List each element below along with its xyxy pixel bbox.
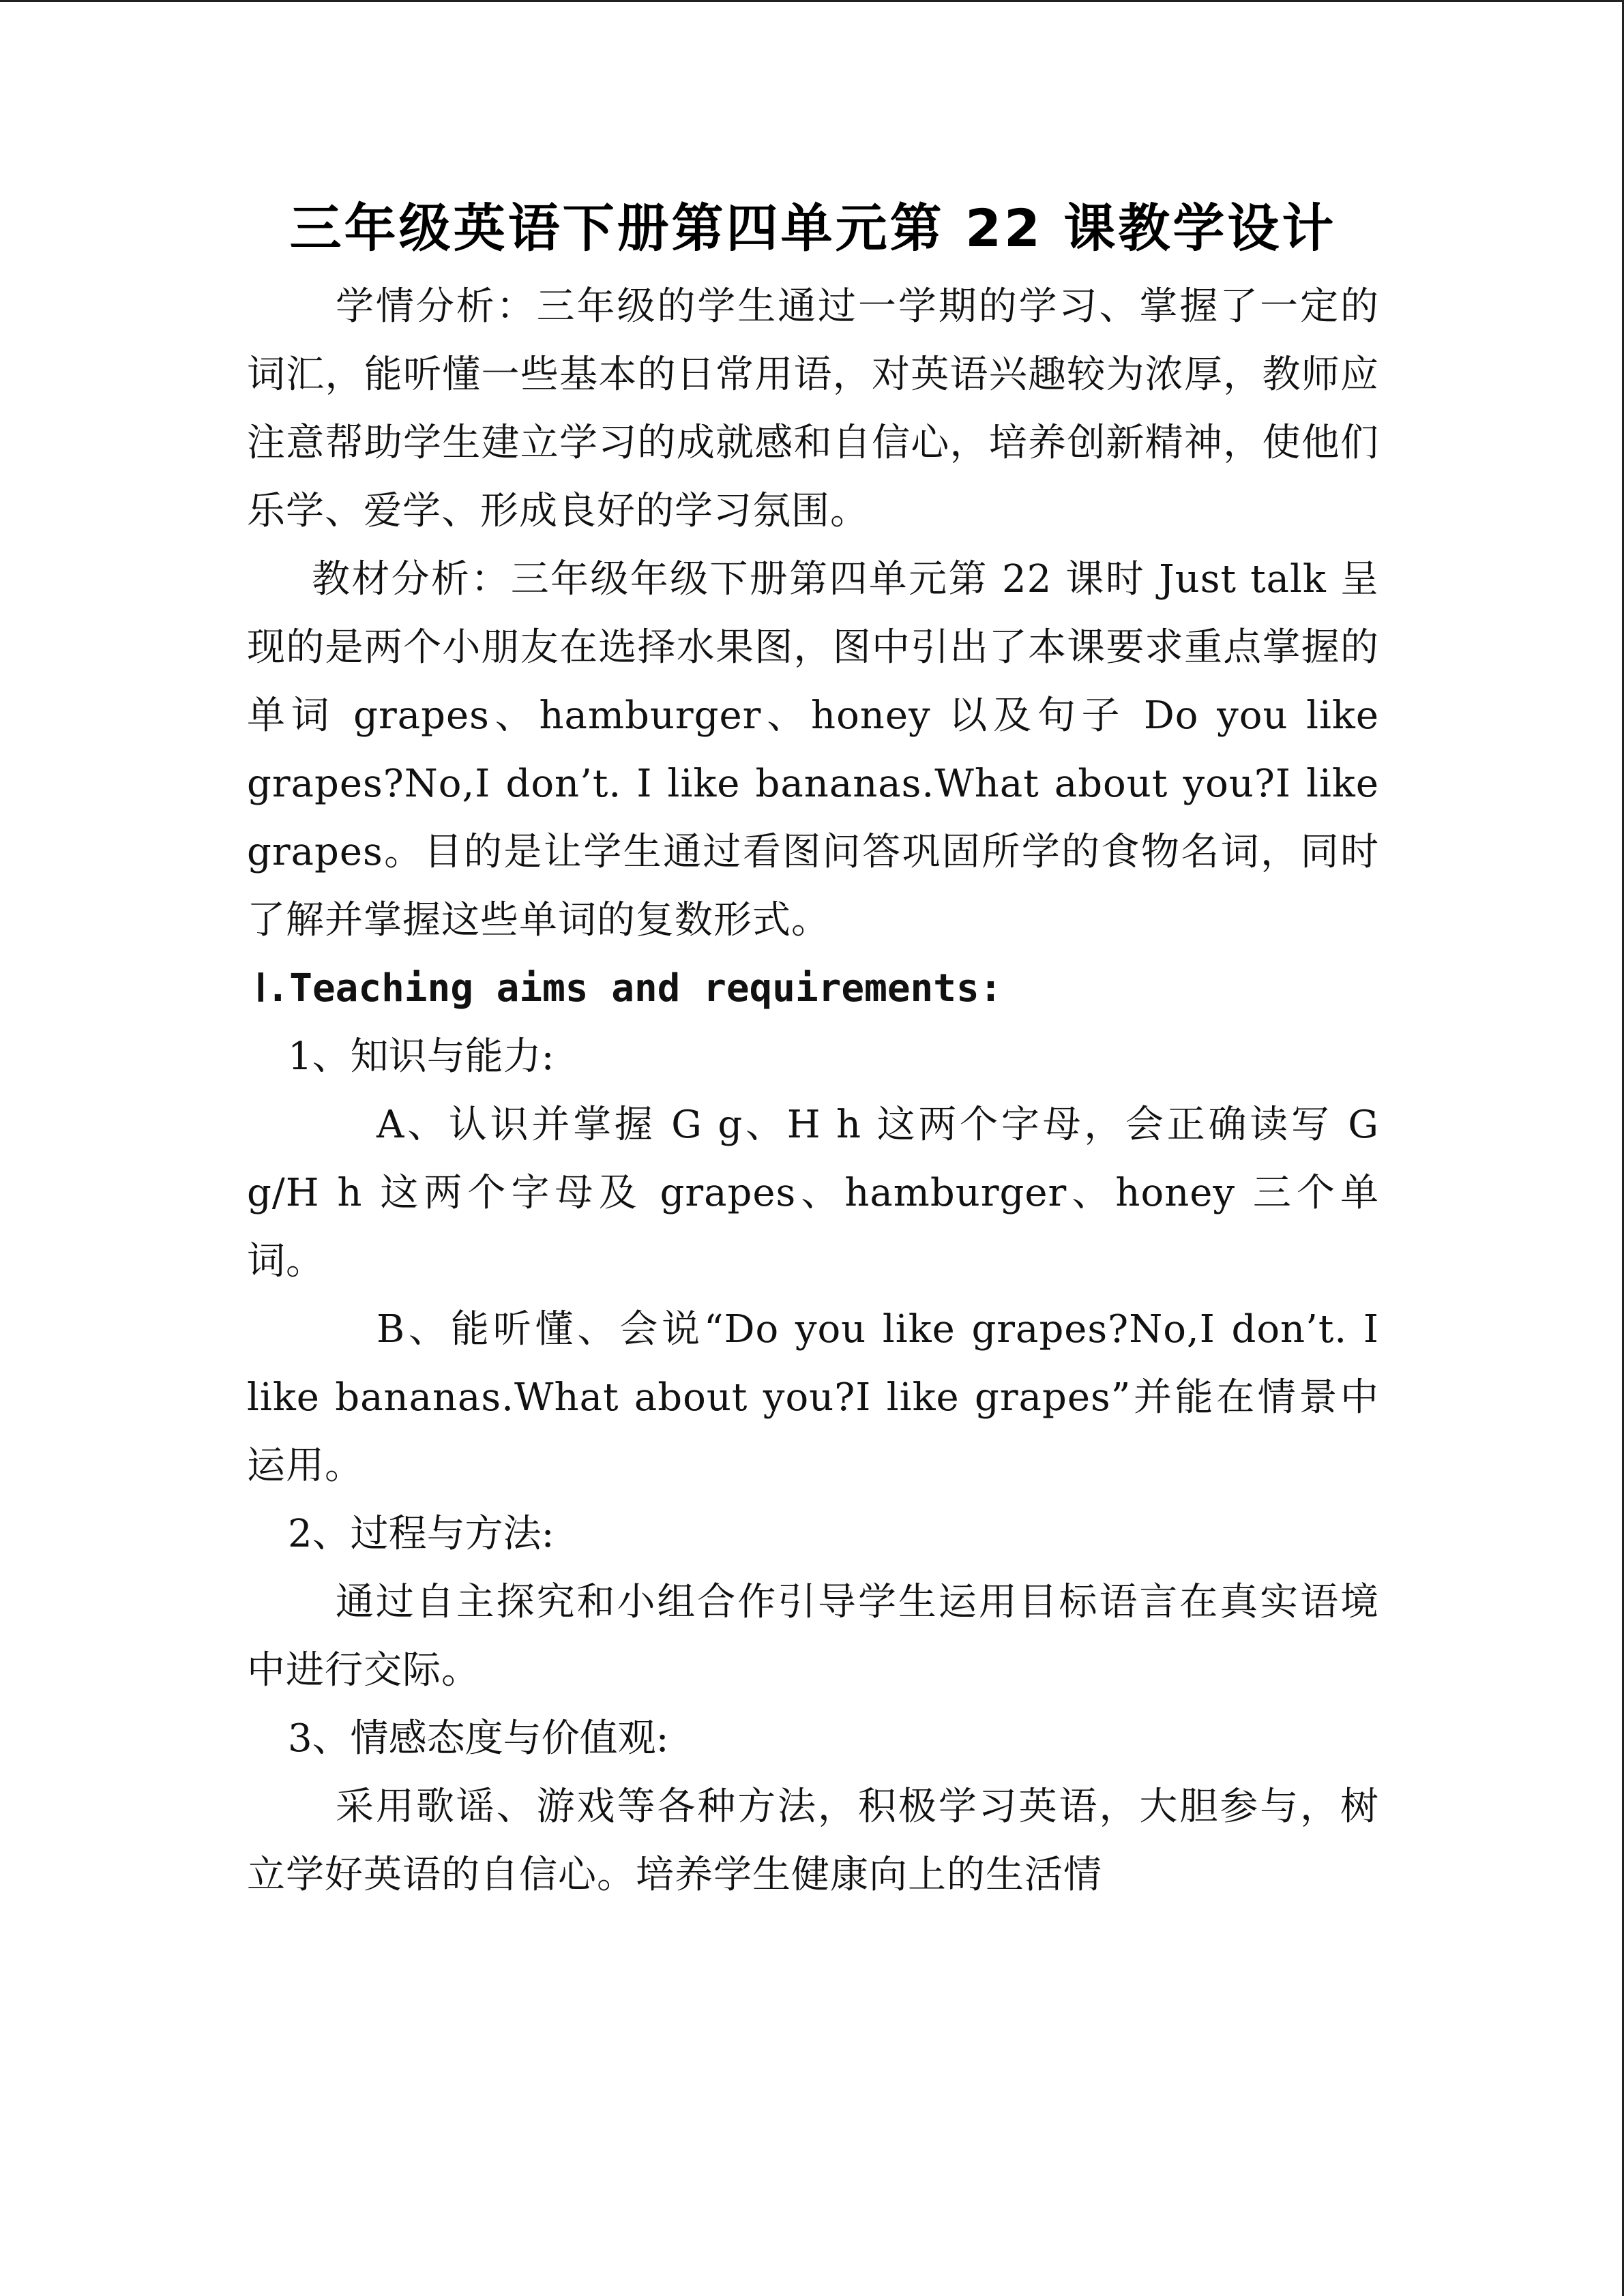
aim-knowledge-item-b: B、能听懂、会说“Do you like grapes?No,I don’t. I like bananas.What about you?I like grapes”并能在情景中运用。 [247, 1307, 1379, 1488]
student-analysis-paragraph: 学情分析：三年级的学生通过一学期的学习、掌握了一定的词汇，能听懂一些基本的日常用语，对英语兴趣较为浓厚，教师应注意帮助学生建立学习的成就感和自信心，培养创新精神，使他们乐学、爱学、形成良好的学习氛围。 [247, 284, 1379, 533]
section-heading-teaching-aims: Ⅰ.Teaching aims and requirements: [255, 966, 1003, 1011]
aim-heading-attitude: 3、情感态度与价值观: [288, 1716, 669, 1761]
aim-attitude-text: 采用歌谣、游戏等各种方法，积极学习英语，大胆参与，树立学好英语的自信心。培养学生健康向上的生活情 [247, 1785, 1379, 1897]
aim-process-text: 通过自主探究和小组合作引导学生运用目标语言在真实语境中进行交际。 [247, 1580, 1379, 1693]
aim-heading-process: 2、过程与方法: [288, 1512, 555, 1556]
aim-knowledge-item-a: A、认识并掌握 G g、H h 这两个字母，会正确读写 G g/H h 这两个字母及 grapes、hamburger、honey 三个单词。 [247, 1103, 1379, 1283]
aim-heading-knowledge: 1、知识与能力: [288, 1034, 555, 1079]
material-analysis-paragraph: 教材分析：三年级年级下册第四单元第 22 课时 Just talk 呈现的是两个小朋友在选择水果图，图中引出了本课要求重点掌握的单词 grapes、hamburger、honey 以及句子 Do you like grapes?No,I don’t. I like bananas.What about you?I like grapes。目的是让学生通过看图问答巩固所学的食物名词，同时了解并掌握这些单词的复数形式。 [247, 557, 1379, 942]
document-body [247, 184, 1379, 1909]
page-top-border [0, 0, 1624, 2]
document-title: 三年级英语下册第四单元第 22 课教学设计 [289, 198, 1337, 258]
